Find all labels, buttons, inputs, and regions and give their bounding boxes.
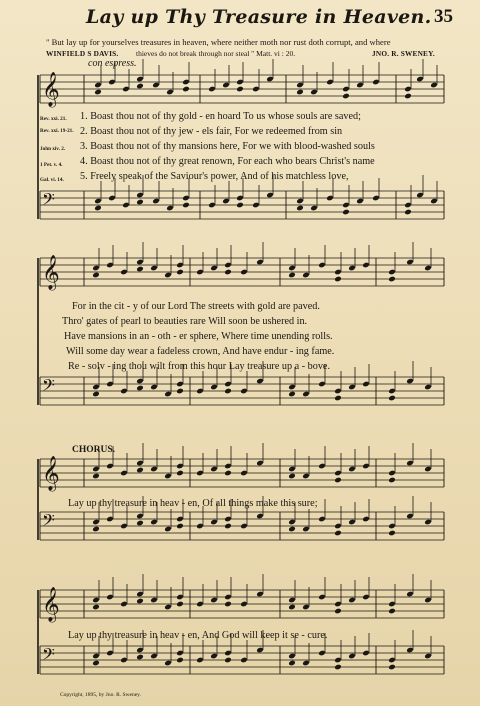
treble-clef-icon: 𝄞 [42, 587, 60, 622]
bass-clef-icon: 𝄢 [42, 375, 55, 399]
note-head [94, 89, 102, 96]
verse-5-line-2: Re - solv - ing thou wilt from this hour Lay treasure up a - bove. [68, 361, 330, 372]
verse-4-line-2: Will some day wear a fadeless crown, And have endur - ing fame. [66, 346, 335, 357]
note-head [288, 272, 296, 279]
note-head [288, 660, 296, 667]
note-head [92, 391, 100, 398]
note-head [334, 664, 342, 671]
note-head [182, 86, 190, 93]
note-head [388, 477, 396, 484]
note-head [334, 477, 342, 484]
note-head [136, 385, 144, 392]
note-head [176, 470, 184, 477]
bass-clef-icon: 𝄢 [42, 189, 55, 213]
note-head [136, 83, 144, 90]
note-head [176, 523, 184, 530]
note-head [92, 660, 100, 667]
note-head [176, 657, 184, 664]
note-head [334, 608, 342, 615]
note-head [176, 388, 184, 395]
note-head [342, 93, 350, 100]
treble-clef-icon: 𝄞 [42, 72, 60, 107]
note-head [404, 93, 412, 100]
treble-clef-icon: 𝄞 [42, 456, 60, 491]
note-head [288, 604, 296, 611]
scripture-quote-line-2: thieves do not break through nor steal " Matt. vi : 20. [136, 49, 296, 58]
note-head [288, 391, 296, 398]
note-head [342, 209, 350, 216]
note-head [136, 266, 144, 273]
note-head [182, 202, 190, 209]
note-head [224, 601, 232, 608]
lyricist-credit: WINFIELD S DAVIS. [46, 49, 119, 58]
verse-ref: Rev. xxi. 19-21. [40, 128, 74, 134]
verse-2-line-1: 2. Boast thou not of thy jew - els fair, For we redeemed from sin [80, 126, 343, 137]
tempo-marking: con espress. [88, 58, 137, 69]
verse-ref: 1 Pet. v. 4. [40, 162, 63, 168]
note-head [92, 473, 100, 480]
note-head [176, 601, 184, 608]
scripture-quote-line-1: " But lay up for yourselves treasures in heaven, where neither moth nor rust doth corrupt, and where [46, 37, 391, 47]
verse-ref: John xiv. 2. [40, 146, 66, 152]
note-head [404, 209, 412, 216]
bass-clef-icon: 𝄢 [42, 644, 55, 668]
note-head [136, 467, 144, 474]
note-head [176, 269, 184, 276]
note-head [236, 86, 244, 93]
note-head [224, 388, 232, 395]
note-head [136, 598, 144, 605]
note-head [92, 604, 100, 611]
note-head [224, 523, 232, 530]
note-head [136, 520, 144, 527]
note-head [388, 608, 396, 615]
verse-ref: Rev. xxi. 21. [40, 116, 67, 122]
note-head [388, 664, 396, 671]
note-head [236, 202, 244, 209]
chorus-line-2: Lay up thy treasure in heav - en, And God will keep it se - cure. [68, 630, 328, 641]
note-head [136, 199, 144, 206]
note-head [296, 205, 304, 212]
note-head [334, 530, 342, 537]
note-head [92, 526, 100, 533]
page-number: 35 [434, 6, 453, 27]
hymn-title: Lay up Thy Treasure in Heaven. [86, 6, 432, 28]
verse-1-line-1: 1. Boast thou not of thy gold - en hoard To us whose souls are saved; [80, 111, 361, 122]
verse-5-line-1: 5. Freely speak of the Saviour's power, And of his matchless love, [80, 171, 349, 182]
note-head [136, 654, 144, 661]
note-head [288, 526, 296, 533]
verse-2-line-2: Thro' gates of pearl to beauties rare Will soon be ushered in. [62, 316, 308, 327]
verse-3-line-2: Have mansions in an - oth - er sphere, Where time unending rolls. [64, 331, 333, 342]
verse-1-line-2: For in the cit - y of our Lord The streets with gold are paved. [72, 301, 320, 312]
bass-clef-icon: 𝄢 [42, 510, 55, 534]
copyright-notice: Copyright, 1895, by Jno. R. Sweney. [60, 692, 141, 698]
note-head [224, 470, 232, 477]
verse-4-line-1: 4. Boast thou not of thy great renown, For each who bears Christ's name [80, 156, 375, 167]
note-head [224, 269, 232, 276]
note-head [94, 205, 102, 212]
note-head [334, 395, 342, 402]
note-head [388, 530, 396, 537]
treble-clef-icon: 𝄞 [42, 255, 60, 290]
chorus-line-1: Lay up thy treasure in heav - en, Of all things make this sure; [68, 498, 318, 509]
note-head [334, 276, 342, 283]
note-head [388, 395, 396, 402]
verse-ref: Gal. vi. 14. [40, 177, 64, 183]
verse-3-line-1: 3. Boast thou not of thy mansions here, For we with blood-washed souls [80, 141, 375, 152]
note-head [92, 272, 100, 279]
note-head [224, 657, 232, 664]
note-head [388, 276, 396, 283]
chorus-label: CHORUS. [72, 445, 116, 455]
note-head [296, 89, 304, 96]
composer-credit: JNO. R. SWENEY. [372, 49, 435, 58]
note-head [288, 473, 296, 480]
